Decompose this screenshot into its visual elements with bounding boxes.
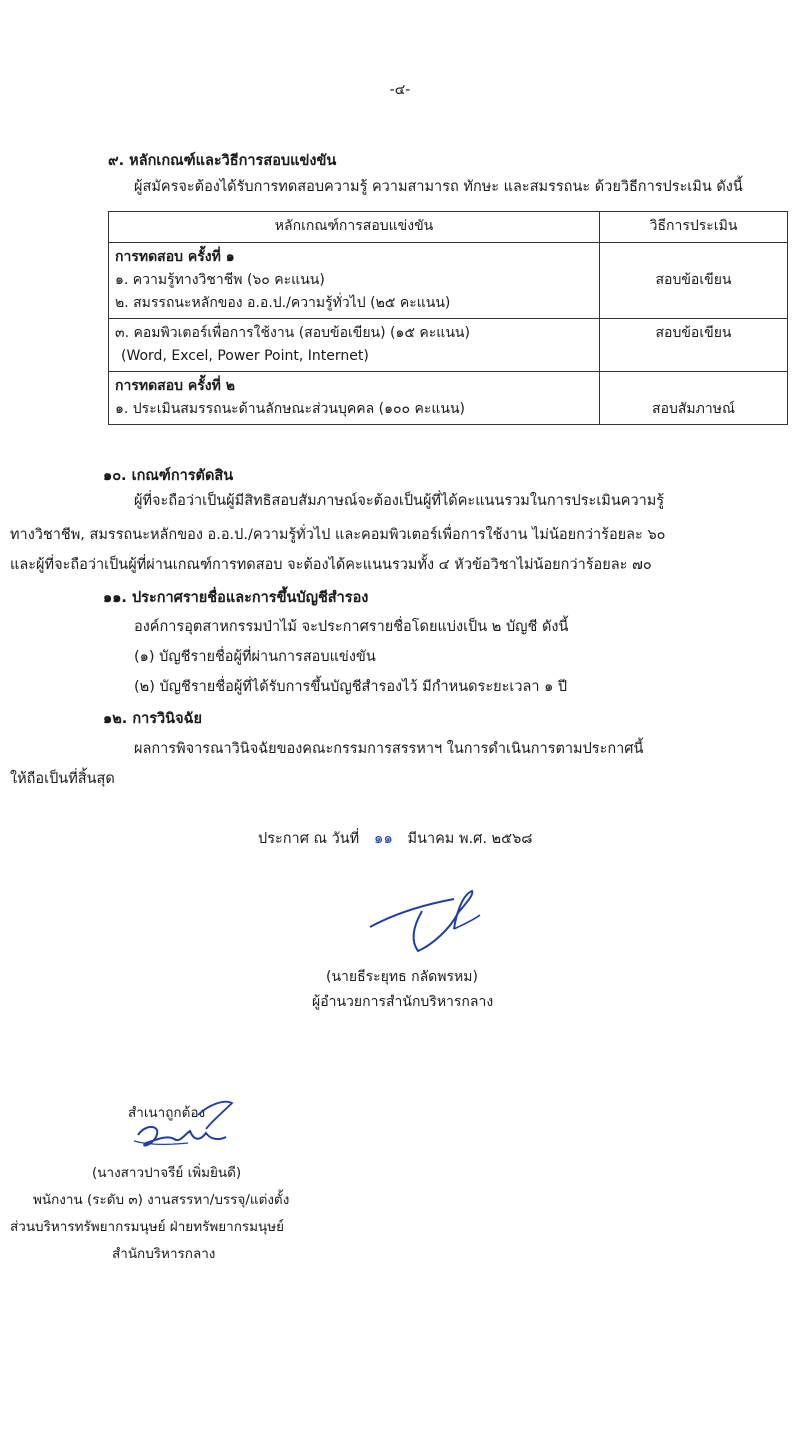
table-header-row <box>109 212 788 243</box>
section12-line1: ผลการพิจารณาวินิจฉัยของคณะกรรมการสรรหาฯ ในการดำเนินการตามประกาศนี้ <box>134 741 644 757</box>
announce-prefix: ประกาศ ณ วันที่ <box>258 831 360 847</box>
section11-item2: (๒) บัญชีรายชื่อผู้ที่ได้รับการขึ้นบัญชีสำรองไว้ มีกำหนดระยะเวลา ๑ ปี <box>134 679 568 695</box>
signatory-name: (นายธีระยุทธ กลัดพรหม) <box>326 969 478 985</box>
table-row <box>109 243 788 319</box>
computer-method: สอบข้อเขียน <box>600 319 788 372</box>
round1-item-1: ๑. ความรู้ทางวิชาชีพ (๖๐ คะแนน) <box>115 272 325 288</box>
section11-intro: องค์การอุตสาหกรรมป่าไม้ จะประกาศรายชื่อโดยแบ่งเป็น ๒ บัญชี ดังนี้ <box>134 619 569 635</box>
section12-heading: ๑๒. การวินิจฉัย <box>103 711 202 727</box>
computer-cell <box>109 319 600 372</box>
certifier-signature <box>128 1095 238 1157</box>
round2-title: การทดสอบ ครั้งที่ ๒ <box>115 378 235 394</box>
header-method: วิธีการประเมิน <box>600 212 788 243</box>
round2-item: ๑. ประเมินสมรรถนะด้านลักษณะส่วนบุคคล (๑๐๐ คะแนน) <box>115 401 466 417</box>
section10-heading: ๑๐. เกณฑ์การตัดสิน <box>103 468 234 484</box>
section10-line3: และผู้ที่จะถือว่าเป็นผู้ที่ผ่านเกณฑ์การทดสอบ จะต้องได้คะแนนรวมทั้ง ๔ หัวข้อวิชาไม่น้อยกว่าร้อยละ ๗๐ <box>10 557 652 573</box>
round1-cell <box>109 243 600 319</box>
table-row <box>109 372 788 425</box>
round2-cell <box>109 372 600 425</box>
certifier-name: (นางสาวปาจรีย์ เพิ่มยินดี) <box>92 1165 242 1181</box>
announce-day: ๑๑ <box>373 829 393 847</box>
round2-method: สอบสัมภาษณ์ <box>600 372 788 425</box>
round1-item-2: ๒. สมรรถนะหลักของ อ.อ.ป./ความรู้ทั่วไป (๒๕ คะแนน) <box>115 295 451 311</box>
criteria-table <box>108 211 788 425</box>
section12-line2: ให้ถือเป็นที่สิ้นสุด <box>10 771 115 787</box>
computer-item: ๓. คอมพิวเตอร์เพื่อการใช้งาน (สอบข้อเขียน) (๑๕ คะแนน) <box>115 325 470 341</box>
section11-heading: ๑๑. ประกาศรายชื่อและการขึ้นบัญชีสำรอง <box>103 590 369 606</box>
section9-heading: ๙. หลักเกณฑ์และวิธีการสอบแข่งขัน <box>108 153 337 169</box>
director-signature <box>362 885 492 960</box>
section10-line2: ทางวิชาชีพ, สมรรถนะหลักของ อ.อ.ป./ความรู้ทั่วไป และคอมพิวเตอร์เพื่อการใช้งาน ไม่น้อยกว่าร้อยละ ๖๐ <box>10 527 666 543</box>
section10-line1: ผู้ที่จะถือว่าเป็นผู้มีสิทธิสอบสัมภาษณ์จะต้องเป็นผู้ที่ได้คะแนนรวมในการประเมินความรู้ <box>134 493 665 509</box>
round1-method: สอบข้อเขียน <box>600 243 788 319</box>
section11-item1: (๑) บัญชีรายชื่อผู้ที่ผ่านการสอบแข่งขัน <box>134 649 376 665</box>
certified-copy-label: สำเนาถูกต้อง <box>128 1105 206 1121</box>
signatory-title: ผู้อำนวยการสำนักบริหารกลาง <box>312 994 494 1010</box>
announce-suffix: มีนาคม พ.ศ. ๒๕๖๘ <box>407 831 533 847</box>
computer-sub: (Word, Excel, Power Point, Internet) <box>121 348 369 364</box>
header-criteria: หลักเกณฑ์การสอบแข่งขัน <box>109 212 600 243</box>
certifier-department: ส่วนบริหารทรัพยากรมนุษย์ ฝ่ายทรัพยากรมนุษย์ <box>10 1219 285 1235</box>
page-number: -๔- <box>389 82 411 98</box>
round1-title: การทดสอบ ครั้งที่ ๑ <box>115 249 235 265</box>
table-row <box>109 319 788 372</box>
certifier-position: พนักงาน (ระดับ ๓) งานสรรหา/บรรจุ/แต่งตั้ง <box>33 1192 290 1208</box>
announcement-date <box>258 829 532 848</box>
section9-intro: ผู้สมัครจะต้องได้รับการทดสอบความรู้ ความสามารถ ทักษะ และสมรรถนะ ด้วยวิธีการประเมิน ดังนี้ <box>134 179 743 195</box>
certifier-office: สำนักบริหารกลาง <box>112 1246 216 1262</box>
